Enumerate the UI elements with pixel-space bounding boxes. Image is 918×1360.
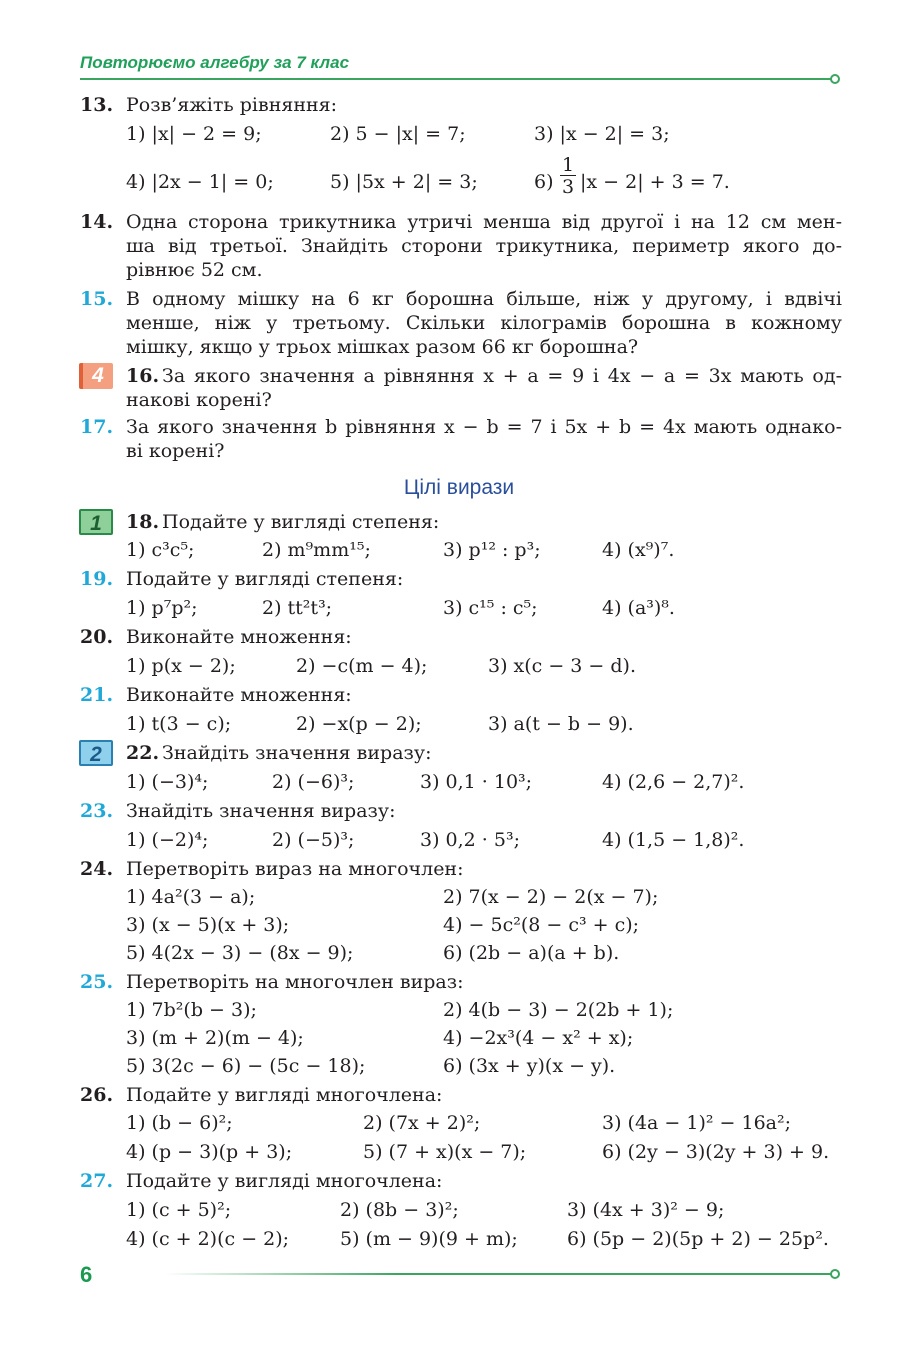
problem-number-21: 21.	[80, 684, 114, 706]
problem-27-task: Подайте у вигляді многочлена:	[126, 1170, 443, 1192]
problem-24-item-4: 4) − 5c²(8 − c³ + c);	[443, 914, 640, 936]
problem-number-27: 27.	[80, 1170, 114, 1192]
problem-number-18: 18.	[126, 511, 160, 533]
problem-17-line-1: За якого значення b рівняння x − b = 7 і 5x + b = 4x мають однако-	[126, 416, 842, 438]
problem-24-task: Перетворіть вираз на многочлен:	[126, 858, 464, 880]
problem-15-line-2: менше, ніж у третьому. Скільки кілограмів борошна в кожному	[126, 312, 842, 334]
problem-27-item-5: 5) (m − 9)(9 + m);	[340, 1228, 518, 1250]
problem-20-item-1: 1) p(x − 2);	[126, 655, 236, 677]
level-4-badge: 4	[79, 363, 113, 389]
problem-19-item-1: 1) p⁷p²;	[126, 597, 198, 619]
footer-rule	[165, 1273, 832, 1275]
problem-number-20: 20.	[80, 626, 114, 648]
problem-15-line-1: В одному мішку на 6 кг борошна більше, ніж у другому, і вдвічі	[126, 288, 842, 310]
problem-26-item-5: 5) (7 + x)(x − 7);	[363, 1141, 527, 1163]
problem-27-item-2: 2) (8b − 3)²;	[340, 1199, 459, 1221]
problem-21-item-3: 3) a(t − b − 9).	[488, 713, 634, 735]
problem-24-item-5: 5) 4(2x − 3) − (8x − 9);	[126, 942, 354, 964]
problem-number-25: 25.	[80, 971, 114, 993]
problem-15-line-3: мішку, якщо у трьох мішках разом 66 кг борошна?	[126, 336, 639, 358]
problem-26-item-3: 3) (4a − 1)² − 16a²;	[602, 1112, 792, 1134]
problem-22-item-2: 2) (−6)³;	[272, 771, 355, 793]
problem-23-item-4: 4) (1,5 − 1,8)².	[602, 829, 745, 851]
problem-14-line-2: ша від третьої. Знайдіть сторони трикутника, периметр якого до-	[126, 235, 842, 257]
problem-18-item-3: 3) p¹² : p³;	[443, 539, 541, 561]
problem-number-26: 26.	[80, 1084, 114, 1106]
problem-13-item-6-label: 6)	[534, 171, 554, 193]
problem-23-item-3: 3) 0,2 · 5³;	[420, 829, 520, 851]
problem-number-23: 23.	[80, 800, 114, 822]
problem-13-item-2: 2) 5 − |x| = 7;	[330, 123, 466, 145]
problem-23-item-2: 2) (−5)³;	[272, 829, 355, 851]
problem-26-item-1: 1) (b − 6)²;	[126, 1112, 233, 1134]
problem-27-item-6: 6) (5p − 2)(5p + 2) − 25p².	[567, 1228, 829, 1250]
problem-14-line-3: рівнює 52 см.	[126, 259, 263, 281]
problem-number-17: 17.	[80, 416, 114, 438]
problem-19-task: Подайте у вигляді степеня:	[126, 568, 404, 590]
problem-20-item-2: 2) −c(m − 4);	[296, 655, 428, 677]
running-header: Повторюємо алгебру за 7 клас	[80, 53, 350, 72]
problem-25-item-3: 3) (m + 2)(m − 4);	[126, 1027, 304, 1049]
problem-18-item-1: 1) c³c⁵;	[126, 539, 195, 561]
problem-25-item-6: 6) (3x + y)(x − y).	[443, 1055, 616, 1077]
problem-18-item-4: 4) (x⁹)⁷.	[602, 539, 675, 561]
problem-19-item-2: 2) tt²t³;	[262, 597, 333, 619]
problem-13-item-5: 5) |5x + 2| = 3;	[330, 171, 478, 193]
problem-24-item-6: 6) (2b − a)(a + b).	[443, 942, 620, 964]
problem-25-item-1: 1) 7b²(b − 3);	[126, 999, 257, 1021]
problem-27-item-4: 4) (c + 2)(c − 2);	[126, 1228, 290, 1250]
problem-22-task: Знайдіть значення виразу:	[162, 742, 432, 764]
problem-13-item-1: 1) |x| − 2 = 9;	[126, 123, 262, 145]
page-number: 6	[80, 1262, 93, 1287]
problem-18-task: Подайте у вигляді степеня:	[162, 511, 440, 533]
problem-23-item-1: 1) (−2)⁴;	[126, 829, 209, 851]
problem-27-item-3: 3) (4x + 3)² − 9;	[567, 1199, 725, 1221]
fraction-numerator: 1	[561, 154, 575, 176]
section-title: Цілі вирази	[403, 476, 515, 499]
problem-19-item-3: 3) c¹⁵ : c⁵;	[443, 597, 538, 619]
header-rule-circle-icon	[830, 74, 840, 84]
problem-21-task: Виконайте множення:	[126, 684, 352, 706]
problem-27-item-1: 1) (c + 5)²;	[126, 1199, 232, 1221]
problem-23-task: Знайдіть значення виразу:	[126, 800, 396, 822]
problem-13-item-6-tail: |x − 2| + 3 = 7.	[580, 171, 730, 193]
problem-17-line-2: ві корені?	[126, 440, 225, 462]
problem-14-line-1: Одна сторона трикутника утричі менша від другої і на 12 см мен-	[126, 211, 842, 233]
problem-24-item-3: 3) (x − 5)(x + 3);	[126, 914, 290, 936]
problem-25-item-4: 4) −2x³(4 − x² + x);	[443, 1027, 634, 1049]
level-2-badge: 2	[79, 740, 113, 766]
problem-16-line-2: накові корені?	[126, 389, 272, 411]
problem-26-task: Подайте у вигляді многочлена:	[126, 1084, 443, 1106]
problem-number-15: 15.	[80, 288, 114, 310]
problem-25-task: Перетворіть на многочлен вираз:	[126, 971, 464, 993]
problem-number-24: 24.	[80, 858, 114, 880]
problem-number-22: 22.	[126, 742, 160, 764]
problem-13-task: Розв’яжіть рівняння:	[126, 94, 338, 116]
fraction-denominator: 3	[561, 176, 575, 198]
problem-13-item-4: 4) |2x − 1| = 0;	[126, 171, 274, 193]
problem-25-item-5: 5) 3(2c − 6) − (5c − 18);	[126, 1055, 366, 1077]
problem-26-item-2: 2) (7x + 2)²;	[363, 1112, 481, 1134]
problem-22-item-1: 1) (−3)⁴;	[126, 771, 209, 793]
problem-24-item-2: 2) 7(x − 2) − 2(x − 7);	[443, 886, 659, 908]
problem-24-item-1: 1) 4a²(3 − a);	[126, 886, 256, 908]
problem-20-item-3: 3) x(c − 3 − d).	[488, 655, 637, 677]
problem-13-item-3: 3) |x − 2| = 3;	[534, 123, 670, 145]
problem-26-item-6: 6) (2y − 3)(2y + 3) + 9.	[602, 1141, 830, 1163]
problem-22-item-4: 4) (2,6 − 2,7)².	[602, 771, 745, 793]
problem-number-19: 19.	[80, 568, 114, 590]
problem-number-13: 13.	[80, 94, 114, 116]
problem-25-item-2: 2) 4(b − 3) − 2(2b + 1);	[443, 999, 674, 1021]
problem-number-14: 14.	[80, 211, 114, 233]
problem-16-line-1: За якого значення a рівняння x + a = 9 і 4x − a = 3x мають од-	[162, 365, 842, 387]
problem-19-item-4: 4) (a³)⁸.	[602, 597, 675, 619]
header-rule	[80, 78, 832, 80]
level-1-badge: 1	[79, 509, 113, 535]
problem-18-item-2: 2) m⁹mm¹⁵;	[262, 539, 371, 561]
problem-20-task: Виконайте множення:	[126, 626, 352, 648]
problem-26-item-4: 4) (p − 3)(p + 3);	[126, 1141, 293, 1163]
problem-13-item-6-fraction	[560, 155, 576, 198]
problem-21-item-1: 1) t(3 − c);	[126, 713, 232, 735]
problem-21-item-2: 2) −x(p − 2);	[296, 713, 422, 735]
footer-rule-circle-icon	[830, 1269, 840, 1279]
problem-22-item-3: 3) 0,1 · 10³;	[420, 771, 533, 793]
problem-number-16: 16.	[126, 365, 160, 387]
